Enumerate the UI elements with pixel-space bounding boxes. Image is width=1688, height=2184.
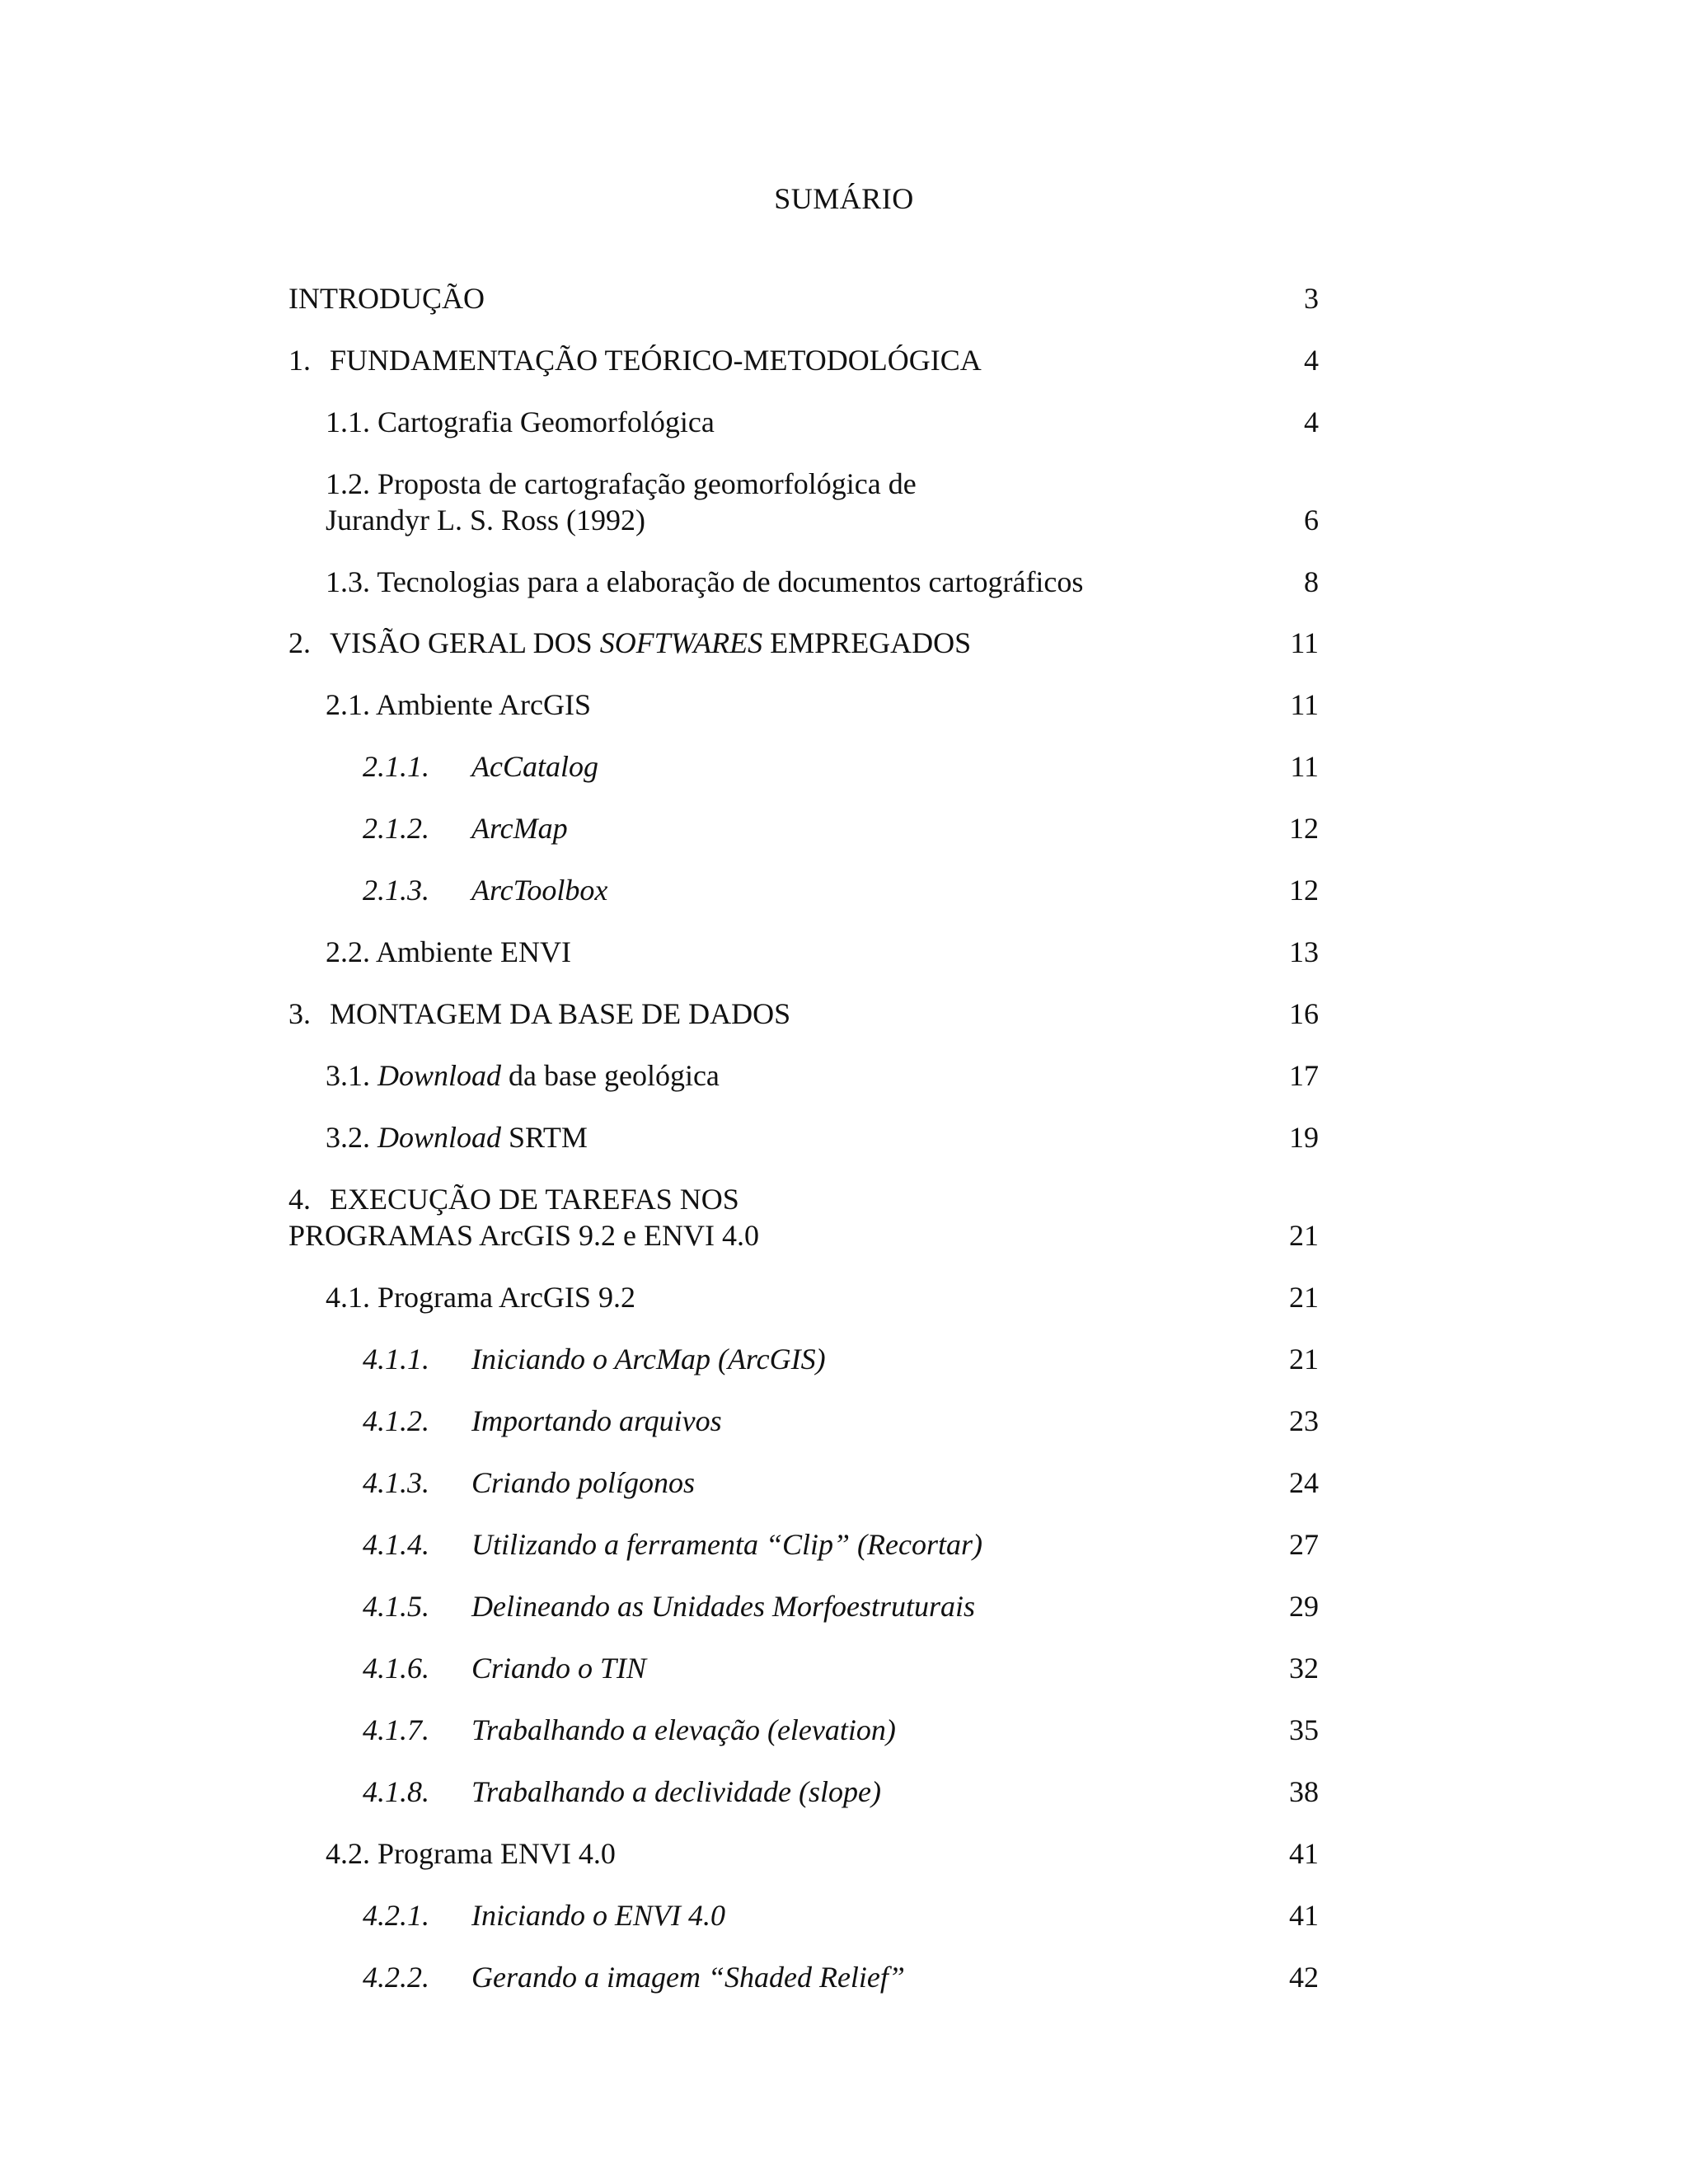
toc-label-part: EMPREGADOS: [762, 626, 972, 659]
toc-page-number: 42: [1289, 1961, 1319, 1994]
toc-entry-label: MONTAGEM DA BASE DE DADOS: [330, 997, 791, 1030]
toc-entry-label: 1.3. Tecnologias para a elaboração de documentos cartográficos: [326, 565, 1084, 598]
toc-entry-label: ArcToolbox: [471, 874, 608, 907]
toc-entry-label: Iniciando o ENVI 4.0: [471, 1899, 725, 1932]
toc-page-number: 12: [1289, 812, 1319, 845]
toc-chapter-number: 4.: [288, 1183, 311, 1216]
toc-label-italic: Download: [377, 1059, 502, 1092]
toc-entry-text: [326, 1119, 588, 1155]
toc-entry-text: [288, 1181, 739, 1217]
toc-entry-text: [288, 625, 971, 661]
toc-entry-label: 4.2. Programa ENVI 4.0: [326, 1837, 616, 1870]
toc-section-number: 4.2.2.: [363, 1961, 429, 1994]
toc-page-number: 35: [1289, 1713, 1319, 1746]
toc-page-number: 3: [1304, 282, 1319, 315]
toc-page-number: 21: [1289, 1219, 1319, 1252]
toc-page-number: 12: [1289, 874, 1319, 907]
toc-label-part: VISÃO GERAL DOS: [330, 626, 600, 659]
toc-entry-label: Criando polígonos: [471, 1466, 696, 1499]
toc-page-number: 24: [1289, 1466, 1319, 1499]
toc-section-number: 4.1.6.: [363, 1652, 429, 1685]
toc-entry-label: Trabalhando a declividade (slope): [471, 1775, 881, 1808]
toc-page-number: 29: [1289, 1590, 1319, 1623]
page-title: SUMÁRIO: [774, 182, 914, 215]
toc-chapter-number: 3.: [288, 997, 311, 1030]
toc-entry-label: 2.1. Ambiente ArcGIS: [326, 688, 591, 721]
toc-entry-label-line1: EXECUÇÃO DE TAREFAS NOS: [330, 1183, 739, 1216]
toc-entry-label: 4.1. Programa ArcGIS 9.2: [326, 1281, 635, 1314]
toc-section-number: 4.1.5.: [363, 1590, 429, 1623]
toc-entry-label-line1: 1.2. Proposta de cartografação geomorfológica de: [326, 467, 917, 500]
toc-entry-label: Gerando a imagem “Shaded Relief”: [471, 1961, 905, 1994]
toc-entry-label: Importando arquivos: [471, 1404, 722, 1437]
toc-section-number: 2.1.1.: [363, 750, 429, 783]
toc-entry-label: Delineando as Unidades Morfoestruturais: [471, 1590, 975, 1623]
toc-section-number: 4.1.2.: [363, 1404, 429, 1437]
toc-page-number: 6: [1304, 504, 1319, 537]
toc-page-number: 11: [1290, 688, 1319, 721]
toc-section-number: 4.1.3.: [363, 1466, 429, 1499]
toc-page-number: 4: [1304, 405, 1319, 438]
toc-entry-label: Criando o TIN: [471, 1652, 647, 1685]
toc-label-italic: Download: [377, 1121, 502, 1154]
toc-section-prefix: 3.1.: [326, 1059, 377, 1092]
toc-entry-label-line2: PROGRAMAS ArcGIS 9.2 e ENVI 4.0: [288, 1219, 760, 1252]
toc-entry-text: [326, 1057, 720, 1094]
toc-label-part: da base geológica: [501, 1059, 720, 1092]
toc-section-number: 4.2.1.: [363, 1899, 429, 1932]
toc-entry-label: AcCatalog: [471, 750, 598, 783]
toc-entry-label: Trabalhando a elevação (elevation): [471, 1713, 896, 1746]
toc-entry-label: 2.2. Ambiente ENVI: [326, 935, 571, 968]
toc-page-number: 16: [1289, 997, 1319, 1030]
toc-entry-label: ArcMap: [471, 812, 568, 845]
toc-page-number: 8: [1304, 565, 1319, 598]
toc-page-number: 38: [1289, 1775, 1319, 1808]
toc-page-number: 11: [1290, 750, 1319, 783]
toc-entry-label: INTRODUÇÃO: [288, 282, 485, 315]
toc-chapter-number: 1.: [288, 344, 311, 377]
toc-entry-label: Iniciando o ArcMap (ArcGIS): [471, 1343, 826, 1376]
toc-page-number: 11: [1290, 626, 1319, 659]
toc-entry-text: [288, 342, 982, 378]
toc-page-number: 41: [1289, 1899, 1319, 1932]
toc-label-italic: SOFTWARES: [599, 626, 763, 659]
toc-section-number: 2.1.3.: [363, 874, 429, 907]
toc-entry-label: 1.1. Cartografia Geomorfológica: [326, 405, 715, 438]
toc-section-number: 4.1.4.: [363, 1528, 429, 1561]
toc-section-number: 4.1.7.: [363, 1713, 429, 1746]
toc-page-number: 32: [1289, 1652, 1319, 1685]
toc-page-number: 21: [1289, 1343, 1319, 1376]
toc-page-number: 27: [1289, 1528, 1319, 1561]
toc-section-prefix: 3.2.: [326, 1121, 377, 1154]
toc-section-number: 4.1.8.: [363, 1775, 429, 1808]
toc-page-number: 41: [1289, 1837, 1319, 1870]
toc-section-number: 2.1.2.: [363, 812, 429, 845]
toc-entry-label: [330, 626, 971, 659]
toc-entry-label-line2: Jurandyr L. S. Ross (1992): [326, 504, 645, 537]
toc-entry-text: [288, 996, 790, 1032]
toc-page-number: 4: [1304, 344, 1319, 377]
toc-page-number: 19: [1289, 1121, 1319, 1154]
toc-label-part: SRTM: [501, 1121, 588, 1154]
toc-section-number: 4.1.1.: [363, 1343, 429, 1376]
toc-page-number: 13: [1289, 935, 1319, 968]
toc-entry-label: FUNDAMENTAÇÃO TEÓRICO-METODOLÓGICA: [330, 344, 982, 377]
toc-page-number: 23: [1289, 1404, 1319, 1437]
toc-page-number: 17: [1289, 1059, 1319, 1092]
toc-page-number: 21: [1289, 1281, 1319, 1314]
toc-chapter-number: 2.: [288, 626, 311, 659]
toc-entry-label: Utilizando a ferramenta “Clip” (Recortar): [471, 1528, 982, 1561]
